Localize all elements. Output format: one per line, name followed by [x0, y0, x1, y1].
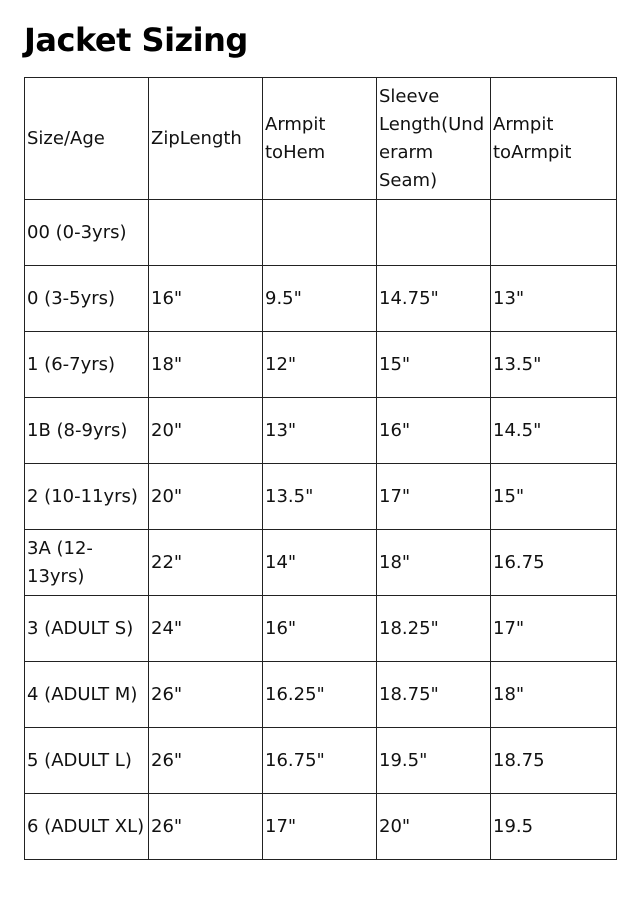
cell-zip-length: 20": [149, 398, 263, 464]
cell-size-age: 6 (ADULT XL): [25, 794, 149, 860]
cell-armpit-to-hem: 9.5": [263, 266, 377, 332]
cell-size-age: 00 (0-3yrs): [25, 200, 149, 266]
header-sleeve-length: Sleeve Length(Underarm Seam): [377, 78, 491, 200]
cell-sleeve-length: 14.75": [377, 266, 491, 332]
cell-sleeve-length: [377, 200, 491, 266]
cell-armpit-to-hem: [263, 200, 377, 266]
table-row: [25, 794, 617, 860]
cell-armpit-to-hem: 16.75": [263, 728, 377, 794]
cell-armpit-to-armpit: 15": [491, 464, 617, 530]
cell-sleeve-length: 17": [377, 464, 491, 530]
cell-zip-length: [149, 200, 263, 266]
table-row: [25, 530, 617, 596]
cell-zip-length: 24": [149, 596, 263, 662]
cell-size-age: 5 (ADULT L): [25, 728, 149, 794]
cell-armpit-to-armpit: 14.5": [491, 398, 617, 464]
table-row: [25, 464, 617, 530]
cell-armpit-to-hem: 17": [263, 794, 377, 860]
cell-zip-length: 20": [149, 464, 263, 530]
table-row: [25, 596, 617, 662]
cell-size-age: 2 (10-11yrs): [25, 464, 149, 530]
cell-zip-length: 22": [149, 530, 263, 596]
cell-armpit-to-hem: 13": [263, 398, 377, 464]
table-row: [25, 398, 617, 464]
cell-size-age: 1B (8-9yrs): [25, 398, 149, 464]
sizing-table: [24, 77, 617, 860]
cell-armpit-to-armpit: 17": [491, 596, 617, 662]
table-row: [25, 266, 617, 332]
table-row: [25, 728, 617, 794]
table-header-row: [25, 78, 617, 200]
cell-armpit-to-hem: 13.5": [263, 464, 377, 530]
header-armpit-to-armpit: Armpit toArmpit: [491, 78, 617, 200]
table-row: [25, 200, 617, 266]
cell-size-age: 3A (12-13yrs): [25, 530, 149, 596]
header-size-age: Size/Age: [25, 78, 149, 200]
cell-sleeve-length: 15": [377, 332, 491, 398]
cell-sleeve-length: 19.5": [377, 728, 491, 794]
cell-sleeve-length: 20": [377, 794, 491, 860]
cell-zip-length: 26": [149, 728, 263, 794]
cell-armpit-to-armpit: 16.75: [491, 530, 617, 596]
cell-sleeve-length: 18": [377, 530, 491, 596]
page-title: Jacket Sizing: [24, 21, 248, 59]
cell-armpit-to-armpit: 13.5": [491, 332, 617, 398]
cell-armpit-to-hem: 12": [263, 332, 377, 398]
cell-size-age: 3 (ADULT S): [25, 596, 149, 662]
cell-zip-length: 26": [149, 662, 263, 728]
cell-armpit-to-hem: 14": [263, 530, 377, 596]
cell-sleeve-length: 18.75": [377, 662, 491, 728]
cell-size-age: 1 (6-7yrs): [25, 332, 149, 398]
cell-armpit-to-armpit: 13": [491, 266, 617, 332]
header-zip-length: ZipLength: [149, 78, 263, 200]
cell-size-age: 0 (3-5yrs): [25, 266, 149, 332]
cell-zip-length: 26": [149, 794, 263, 860]
table-row: [25, 332, 617, 398]
cell-size-age: 4 (ADULT M): [25, 662, 149, 728]
cell-sleeve-length: 18.25": [377, 596, 491, 662]
cell-zip-length: 18": [149, 332, 263, 398]
header-armpit-to-hem: Armpit toHem: [263, 78, 377, 200]
cell-armpit-to-armpit: [491, 200, 617, 266]
cell-armpit-to-hem: 16.25": [263, 662, 377, 728]
table-row: [25, 662, 617, 728]
cell-zip-length: 16": [149, 266, 263, 332]
cell-armpit-to-hem: 16": [263, 596, 377, 662]
cell-sleeve-length: 16": [377, 398, 491, 464]
cell-armpit-to-armpit: 18.75: [491, 728, 617, 794]
cell-armpit-to-armpit: 19.5: [491, 794, 617, 860]
cell-armpit-to-armpit: 18": [491, 662, 617, 728]
